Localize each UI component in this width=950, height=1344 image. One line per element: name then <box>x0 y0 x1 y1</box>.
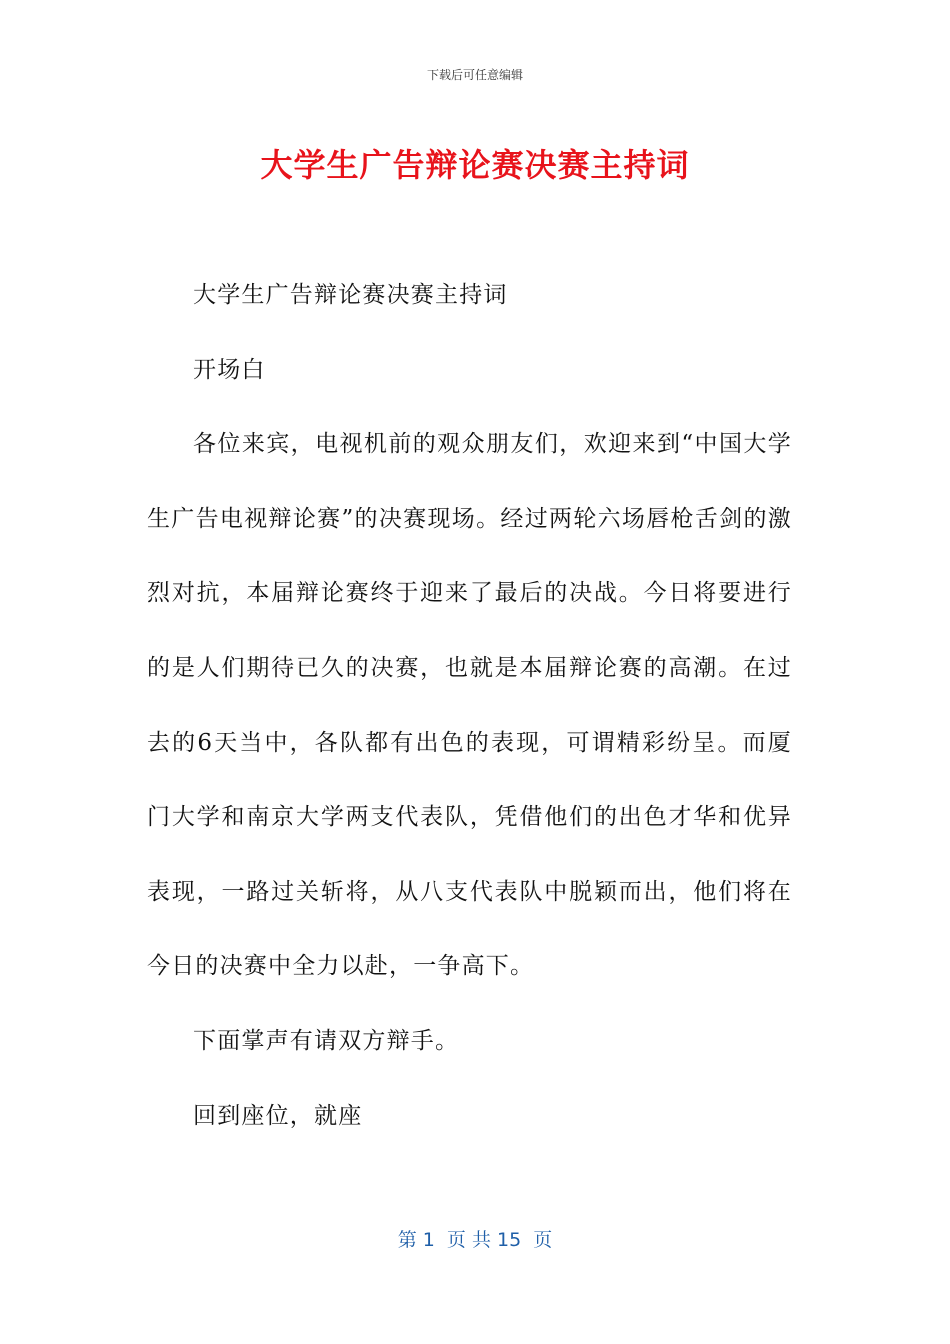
paragraph-subtitle: 大学生广告辩论赛决赛主持词 <box>193 282 508 308</box>
page-number-footer: 第 1 页 共 15 页 <box>397 1229 553 1251</box>
document-title: 大学生广告辩论赛决赛主持词 <box>260 146 690 184</box>
document-body <box>147 258 792 1153</box>
paragraph-opening-heading: 开场白 <box>193 356 266 383</box>
paragraph-opening-speech: 各位来宾，电视机前的观众朋友们，欢迎来到“中国大学生广告电视辩论赛”的决赛现场。经过两轮六场唇枪舌剑的激烈对抗，本届辩论赛终于迎来了最后的决战。今日将要进行的是人们期待已久的决赛，也就是本届辩论赛的高潮。在过去的6天当中，各队都有出色的表现，可谓精彩纷呈。而厦门大学和南京大学两支代表队，凭借他们的出色才华和优异表现，一路过关斩将，从八支代表队中脱颖而出，他们将在今日的决赛中全力以赴，一争高下。 <box>147 431 792 980</box>
paragraph-invite-debaters: 下面掌声有请双方辩手。 <box>193 1027 460 1054</box>
header-note: 下载后可任意编辑 <box>426 68 523 82</box>
paragraph-return-seats: 回到座位，就座 <box>193 1102 363 1129</box>
